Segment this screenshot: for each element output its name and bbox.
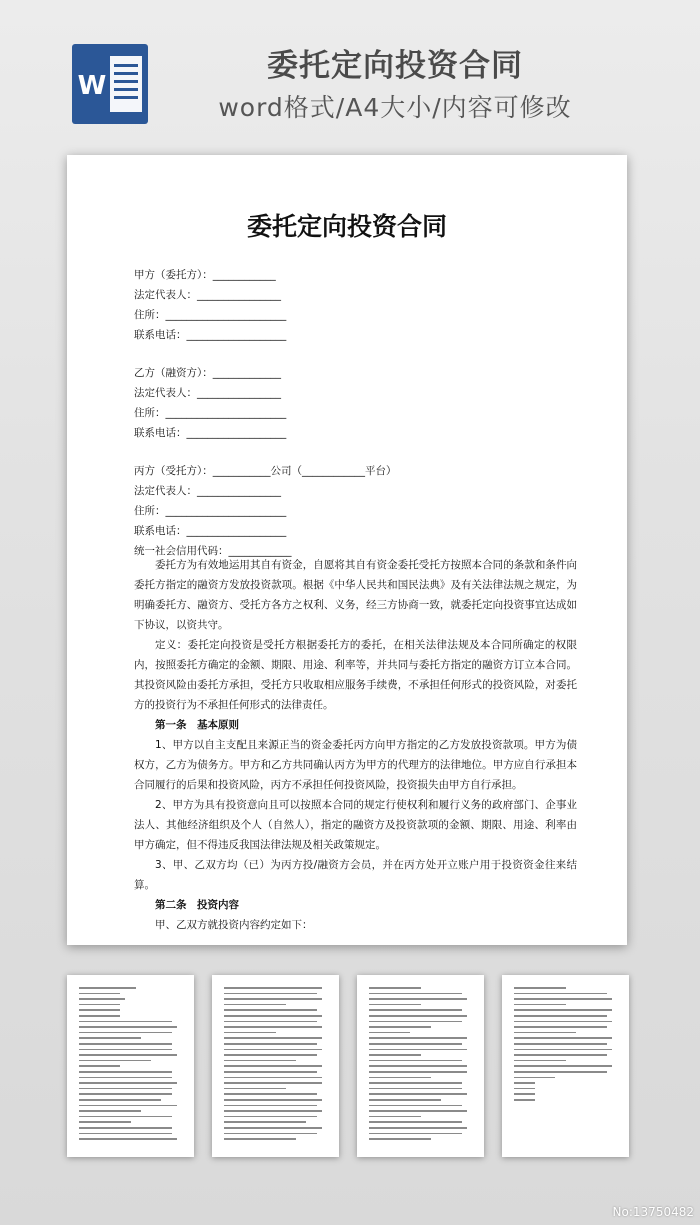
thumb-text-line xyxy=(224,1004,286,1006)
thumb-text-line xyxy=(224,1133,317,1135)
thumb-text-line xyxy=(514,998,612,1000)
thumb-text-line xyxy=(79,1021,172,1023)
thumb-text-line xyxy=(369,1054,421,1056)
thumb-text-line xyxy=(79,1037,141,1039)
thumb-text-line xyxy=(369,1032,410,1034)
thumb-text-line xyxy=(369,1009,462,1011)
article-1-item: 3、甲、乙双方均（已）为丙方投/融资方会员，并在丙方处开立账户用于投资资金往来结算。 xyxy=(134,859,577,891)
thumb-text-line xyxy=(79,1099,161,1101)
header-banner xyxy=(0,0,700,150)
thumb-text-line xyxy=(79,1093,172,1095)
page-1-thumb[interactable] xyxy=(67,975,194,1157)
thumb-text-line xyxy=(514,1015,607,1017)
thumb-text-line xyxy=(369,1060,462,1062)
document-title: 委托定向投资合同 xyxy=(246,212,447,241)
party-c-rep-field: 法定代表人：________________ xyxy=(134,485,281,497)
thumb-text-line xyxy=(514,993,607,995)
thumb-text-line xyxy=(514,1088,535,1090)
preamble-paragraph: 委托方为有效地运用其自有资金，自愿将其自有资金委托受托方按照本合同的条款和条件向委托方指定的融资方发放投资款项。根据《中华人民共和国民法典》及有关法律法规之规定，为明确委托方、融资方、受托方各方之权利、义务，经三方协商一致，就委托定向投资事宜达成如下协议，以资共守。 xyxy=(134,559,577,631)
thumb-text-line xyxy=(369,1049,467,1051)
thumb-text-line xyxy=(514,1071,607,1073)
thumb-text-line xyxy=(224,1015,322,1017)
thumb-text-line xyxy=(224,1032,276,1034)
thumb-text-line xyxy=(79,1116,172,1118)
thumb-text-line xyxy=(369,1093,467,1095)
thumb-text-line xyxy=(369,1133,462,1135)
thumb-text-line xyxy=(79,1105,177,1107)
thumb-text-line xyxy=(224,1082,322,1084)
thumb-text-line xyxy=(79,1110,141,1112)
thumb-text-line xyxy=(369,1071,467,1073)
thumb-text-line xyxy=(369,1004,421,1006)
thumb-text-line xyxy=(369,1127,467,1129)
thumb-text-line xyxy=(514,1065,612,1067)
thumb-text-line xyxy=(79,1077,172,1079)
thumb-text-line xyxy=(514,1004,566,1006)
thumb-text-line xyxy=(369,1065,467,1067)
thumb-text-line xyxy=(79,1004,120,1006)
thumb-text-line xyxy=(224,1110,322,1112)
definition-paragraph: 定义：委托定向投资是受托方根据委托方的委托，在相关法律法规及本合同所确定的权限内，按照委托方确定的金额、期限、用途、利率等，并共同与委托方指定的融资方订立本合同。其投资风险由委托方承担，受托方只收取相应服务手续费，不承担任何形式的投资风险，对委托方的投资行为不承担任何形式的法律责任。 xyxy=(134,639,577,711)
thumb-text-line xyxy=(224,1121,306,1123)
thumb-text-line xyxy=(224,1071,317,1073)
party-b-address-field: 住所：_______________________ xyxy=(134,407,287,419)
thumb-text-line xyxy=(224,1138,296,1140)
thumb-text-line xyxy=(514,987,566,989)
thumb-text-line xyxy=(369,1116,421,1118)
thumb-text-line xyxy=(514,1021,612,1023)
thumb-text-line xyxy=(224,1060,296,1062)
thumb-text-line xyxy=(79,1026,177,1028)
thumb-text-line xyxy=(79,1133,172,1135)
thumb-text-line xyxy=(224,1043,317,1045)
thumb-text-line xyxy=(79,998,125,1000)
word-icon-letter: W xyxy=(77,71,107,101)
thumb-text-line xyxy=(224,1127,322,1129)
party-a-address-field: 住所：_______________________ xyxy=(134,309,287,321)
thumb-text-line xyxy=(79,1049,172,1051)
article-1-heading: 第一条 基本原则 xyxy=(155,719,239,731)
thumb-text-line xyxy=(369,993,462,995)
thumb-text-line xyxy=(79,1060,151,1062)
thumb-text-line xyxy=(224,1077,322,1079)
thumb-text-line xyxy=(79,1071,172,1073)
thumb-text-line xyxy=(224,1088,286,1090)
thumb-text-line xyxy=(224,1099,322,1101)
page-4-thumb[interactable] xyxy=(502,975,629,1157)
thumb-text-line xyxy=(79,1015,120,1017)
thumb-text-line xyxy=(514,1032,576,1034)
contract-body xyxy=(134,555,577,935)
thumb-text-line xyxy=(79,1009,120,1011)
thumb-text-line xyxy=(224,998,322,1000)
page-thumbnails xyxy=(0,975,700,1160)
thumb-text-line xyxy=(369,1121,462,1123)
party-b-name-field: 乙方（融资方）：_____________ xyxy=(134,367,281,379)
thumb-text-line xyxy=(369,1099,441,1101)
banner-subtitle: word格式/A4大小/内容可修改 xyxy=(218,93,572,122)
thumb-text-line xyxy=(514,1026,607,1028)
thumb-text-line xyxy=(79,1065,120,1067)
article-2-heading: 第二条 投资内容 xyxy=(155,899,239,911)
thumb-text-line xyxy=(369,1015,467,1017)
thumb-text-line xyxy=(79,1043,172,1045)
thumb-text-line xyxy=(369,998,467,1000)
party-a-phone-field: 联系电话：___________________ xyxy=(134,329,287,341)
thumb-text-line xyxy=(79,1088,172,1090)
thumb-text-line xyxy=(369,1110,467,1112)
thumb-text-line xyxy=(514,1077,555,1079)
thumb-text-line xyxy=(224,1026,322,1028)
thumb-text-line xyxy=(369,1026,431,1028)
article-1-item: 2、甲方为具有投资意向且可以按照本合同的规定行使权利和履行义务的政府部门、企事业法人、其他经济组织及个人（自然人），指定的融资方及投资款项的金额、期限、用途、利率由甲方确定，但不得违反我国法律法规及相关政策规定。 xyxy=(134,799,577,851)
thumb-text-line xyxy=(514,1060,566,1062)
banner-title: 委托定向投资合同 xyxy=(267,48,523,84)
doc-number: No:13750482 xyxy=(612,1205,694,1219)
article-2-intro: 甲、乙双方就投资内容约定如下： xyxy=(155,919,313,931)
thumb-text-line xyxy=(514,1082,535,1084)
party-b-phone-field: 联系电话：___________________ xyxy=(134,427,287,439)
thumb-text-line xyxy=(514,1043,607,1045)
thumb-text-line xyxy=(369,1105,462,1107)
thumb-text-line xyxy=(224,987,322,989)
party-a-name-field: 甲方（委托方）：____________ xyxy=(134,269,276,281)
thumb-text-line xyxy=(224,1105,317,1107)
thumb-text-line xyxy=(369,1138,431,1140)
thumb-text-line xyxy=(224,1065,322,1067)
party-c-name-field: 丙方（受托方）：___________公司（____________平台） xyxy=(134,465,397,477)
thumb-text-line xyxy=(79,993,120,995)
thumb-text-line xyxy=(79,1054,177,1056)
thumb-text-line xyxy=(514,1093,535,1095)
party-a-rep-field: 法定代表人：________________ xyxy=(134,289,281,301)
thumb-text-line xyxy=(369,1037,467,1039)
thumb-text-line xyxy=(224,1009,317,1011)
thumb-text-line xyxy=(514,1049,612,1051)
thumb-text-line xyxy=(79,1082,177,1084)
thumb-text-line xyxy=(369,1021,462,1023)
thumb-text-line xyxy=(224,1116,317,1118)
thumb-text-line xyxy=(79,1032,172,1034)
party-c-phone-field: 联系电话：___________________ xyxy=(134,525,287,537)
thumb-text-line xyxy=(514,1099,535,1101)
thumb-text-line xyxy=(224,1093,317,1095)
party-c-credit-code-field: 统一社会信用代码：____________ xyxy=(134,545,292,557)
thumb-text-line xyxy=(79,1138,177,1140)
page-3-thumb[interactable] xyxy=(357,975,484,1157)
thumb-text-line xyxy=(369,1088,462,1090)
thumb-text-line xyxy=(79,1121,131,1123)
thumb-text-line xyxy=(369,1077,431,1079)
thumb-text-line xyxy=(369,987,421,989)
thumb-text-line xyxy=(514,1009,612,1011)
document-page xyxy=(67,155,627,945)
thumb-text-line xyxy=(224,1049,322,1051)
thumb-text-line xyxy=(369,1082,462,1084)
party-c-address-field: 住所：_______________________ xyxy=(134,505,287,517)
thumb-text-line xyxy=(79,1127,172,1129)
article-1-item: 1、甲方以自主支配且来源正当的资金委托丙方向甲方指定的乙方发放投资款项。甲方为债权方，乙方为债务方。甲方和乙方共同确认丙方为甲方的代理方的法律地位。甲方应自行承担本合同履行的后果和投资风险，丙方不承担任何投资风险，投资损失由甲方自行承担。 xyxy=(134,739,577,791)
party-b-rep-field: 法定代表人：________________ xyxy=(134,387,281,399)
thumb-text-line xyxy=(514,1054,607,1056)
thumb-text-line xyxy=(224,1054,317,1056)
page-2-thumb[interactable] xyxy=(212,975,339,1157)
thumb-text-line xyxy=(514,1037,612,1039)
party-fields xyxy=(134,265,594,561)
thumb-text-line xyxy=(79,987,136,989)
thumb-text-line xyxy=(224,1037,322,1039)
thumb-text-line xyxy=(224,993,317,995)
thumb-text-line xyxy=(224,1021,317,1023)
thumb-text-line xyxy=(369,1043,462,1045)
